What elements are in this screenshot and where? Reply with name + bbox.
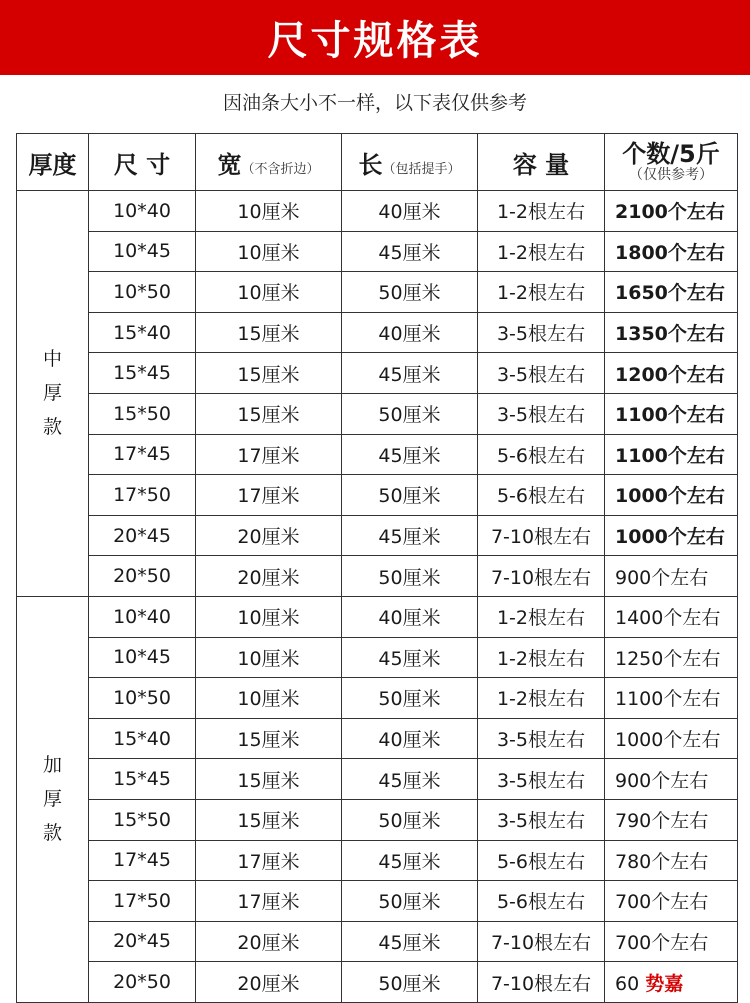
cell-width: 10厘米 [196,637,342,678]
table-row [17,312,738,353]
table-row [17,515,738,556]
cell-width: 17厘米 [196,881,342,922]
cell-width: 10厘米 [196,596,342,637]
group-label-char: 款 [42,416,62,439]
cell-capacity: 1-2根左右 [478,231,605,272]
cell-count [605,515,738,556]
watermark-text: 势嘉 [645,972,684,995]
cell-count [605,434,738,475]
cell-capacity: 3-5根左右 [478,759,605,800]
cell-count [605,393,738,434]
table-row [17,921,738,962]
cell-count [605,962,738,1003]
cell-size: 15*40 [89,718,196,759]
cell-length: 45厘米 [342,759,478,800]
table-row [17,434,738,475]
cell-count [605,799,738,840]
cell-length: 45厘米 [342,353,478,394]
cell-length: 45厘米 [342,515,478,556]
table-row [17,840,738,881]
count-value: 780个左右 [615,850,709,873]
cell-width: 20厘米 [196,962,342,1003]
cell-size: 15*45 [89,759,196,800]
header-thickness: 厚度 [17,134,89,191]
table-row [17,881,738,922]
cell-count [605,718,738,759]
cell-capacity: 3-5根左右 [478,353,605,394]
header-size: 尺 寸 [89,134,196,191]
cell-width: 15厘米 [196,353,342,394]
cell-size: 17*50 [89,881,196,922]
cell-size: 10*50 [89,678,196,719]
cell-capacity: 7-10根左右 [478,515,605,556]
cell-length: 40厘米 [342,596,478,637]
header-length: 长（包括提手） [342,134,478,191]
table-row [17,962,738,1003]
count-value: 700个左右 [615,891,709,914]
cell-length: 50厘米 [342,799,478,840]
cell-capacity: 7-10根左右 [478,962,605,1003]
cell-length: 40厘米 [342,718,478,759]
cell-capacity: 5-6根左右 [478,840,605,881]
group-label-cell [17,191,89,597]
cell-length: 50厘米 [342,962,478,1003]
cell-width: 17厘米 [196,840,342,881]
cell-capacity: 1-2根左右 [478,637,605,678]
cell-size: 17*45 [89,840,196,881]
page-title-banner [0,0,750,75]
cell-count [605,312,738,353]
cell-length: 45厘米 [342,840,478,881]
cell-width: 15厘米 [196,759,342,800]
cell-count [605,272,738,313]
table-header-row [17,134,738,191]
table-row [17,596,738,637]
count-value: 700个左右 [615,931,709,954]
cell-size: 15*50 [89,799,196,840]
cell-size: 20*50 [89,962,196,1003]
count-value: 2100个左右 [615,201,725,224]
cell-capacity: 7-10根左右 [478,921,605,962]
table-row [17,799,738,840]
cell-count [605,556,738,597]
header-capacity: 容 量 [478,134,605,191]
cell-capacity: 3-5根左右 [478,312,605,353]
cell-width: 15厘米 [196,393,342,434]
cell-length: 45厘米 [342,637,478,678]
count-value: 1350个左右 [615,323,725,346]
cell-capacity: 5-6根左右 [478,434,605,475]
count-value: 1000个左右 [615,485,725,508]
cell-count [605,596,738,637]
cell-capacity: 1-2根左右 [478,272,605,313]
count-value: 1200个左右 [615,363,725,386]
size-spec-table [16,133,738,1003]
header-count: 个数/5斤 （仅供参考） [605,134,738,191]
table-row [17,231,738,272]
cell-width: 10厘米 [196,272,342,313]
cell-capacity: 5-6根左右 [478,881,605,922]
cell-length: 50厘米 [342,881,478,922]
cell-count [605,637,738,678]
table-row [17,556,738,597]
cell-size: 15*40 [89,312,196,353]
group-label-char: 厚 [42,788,62,811]
group-label-char: 中 [42,348,62,371]
cell-capacity: 7-10根左右 [478,556,605,597]
count-value: 900个左右 [615,769,709,792]
cell-size: 10*40 [89,596,196,637]
count-value: 790个左右 [615,810,709,833]
cell-width: 17厘米 [196,434,342,475]
table-body [17,191,738,1003]
cell-size: 20*45 [89,921,196,962]
cell-size: 20*50 [89,556,196,597]
cell-count [605,353,738,394]
cell-width: 17厘米 [196,475,342,516]
count-value: 1250个左右 [615,647,721,670]
cell-capacity: 3-5根左右 [478,718,605,759]
count-value: 1100个左右 [615,444,725,467]
cell-size: 10*45 [89,231,196,272]
cell-capacity: 3-5根左右 [478,393,605,434]
count-value: 1000个左右 [615,526,725,549]
cell-width: 20厘米 [196,556,342,597]
cell-size: 15*45 [89,353,196,394]
cell-capacity: 1-2根左右 [478,191,605,232]
cell-length: 45厘米 [342,921,478,962]
count-value: 1100个左右 [615,688,721,711]
table-row [17,353,738,394]
group-label-char: 加 [42,754,62,777]
cell-length: 50厘米 [342,393,478,434]
cell-count [605,759,738,800]
cell-count [605,231,738,272]
cell-length: 50厘米 [342,556,478,597]
table-row [17,718,738,759]
cell-length: 40厘米 [342,312,478,353]
cell-count [605,881,738,922]
cell-capacity: 1-2根左右 [478,678,605,719]
table-row [17,475,738,516]
table-row [17,393,738,434]
cell-length: 50厘米 [342,475,478,516]
group-label-cell [17,596,89,1002]
cell-length: 45厘米 [342,231,478,272]
cell-capacity: 5-6根左右 [478,475,605,516]
cell-capacity: 1-2根左右 [478,596,605,637]
table-row [17,637,738,678]
table-row [17,759,738,800]
count-value: 1400个左右 [615,607,721,630]
count-value: 60 [615,972,640,995]
cell-size: 17*45 [89,434,196,475]
table-row [17,678,738,719]
cell-width: 10厘米 [196,231,342,272]
count-value: 1000个左右 [615,729,721,752]
cell-size: 10*50 [89,272,196,313]
count-value: 1100个左右 [615,404,725,427]
cell-count [605,678,738,719]
cell-width: 20厘米 [196,515,342,556]
cell-count [605,840,738,881]
cell-length: 50厘米 [342,678,478,719]
cell-width: 20厘米 [196,921,342,962]
cell-width: 10厘米 [196,678,342,719]
count-value: 900个左右 [615,566,709,589]
cell-width: 15厘米 [196,718,342,759]
cell-size: 20*45 [89,515,196,556]
cell-size: 17*50 [89,475,196,516]
cell-capacity: 3-5根左右 [478,799,605,840]
cell-count [605,191,738,232]
group-label-char: 款 [42,822,62,845]
table-row [17,191,738,232]
cell-size: 10*40 [89,191,196,232]
count-value: 1800个左右 [615,241,725,264]
cell-length: 40厘米 [342,191,478,232]
header-width: 宽（不含折边） [196,134,342,191]
cell-size: 15*50 [89,393,196,434]
cell-count [605,921,738,962]
subtitle: 因油条大小不一样，以下表仅供参考 [222,92,527,114]
page-title: 尺寸规格表 [267,18,483,64]
cell-width: 10厘米 [196,191,342,232]
cell-length: 45厘米 [342,434,478,475]
cell-width: 15厘米 [196,312,342,353]
cell-width: 15厘米 [196,799,342,840]
group-label-char: 厚 [42,382,62,405]
cell-count [605,475,738,516]
cell-size: 10*45 [89,637,196,678]
cell-length: 50厘米 [342,272,478,313]
count-value: 1650个左右 [615,282,725,305]
table-row [17,272,738,313]
